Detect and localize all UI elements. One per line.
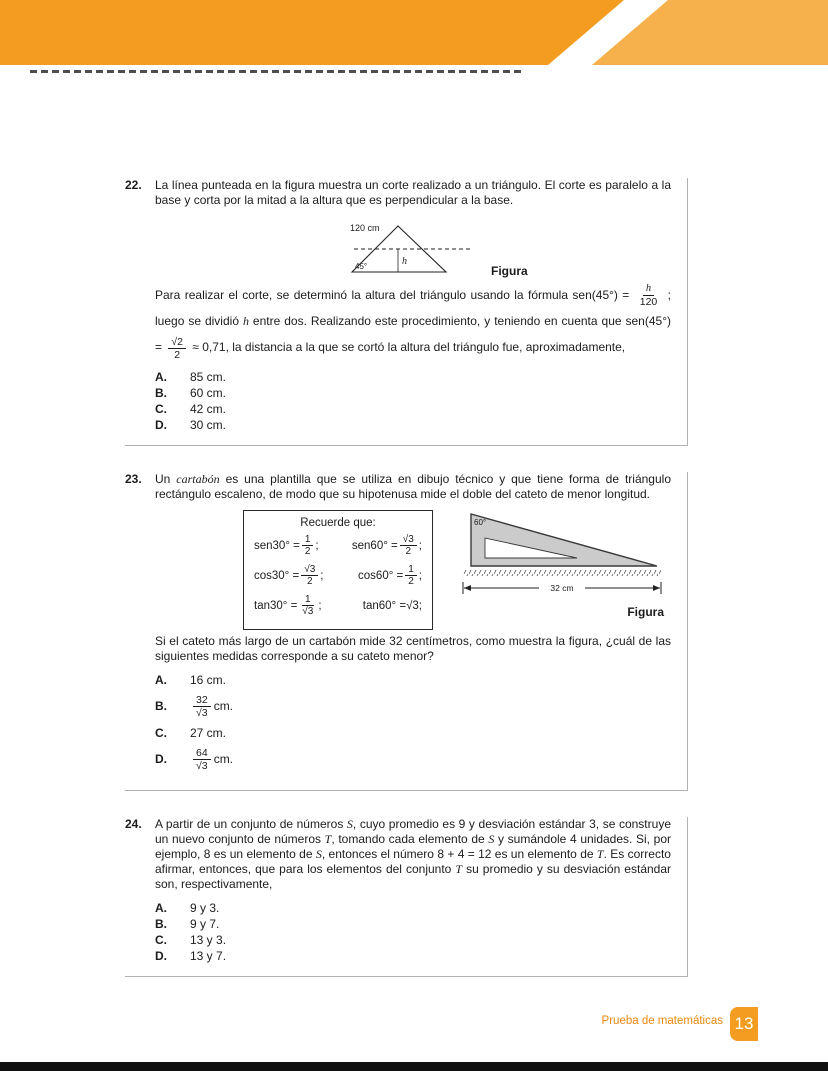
option-text: $\frac{64}{√3}$ cm. [190, 747, 671, 772]
triangle-figure-svg [338, 218, 483, 278]
question-intro: Un cartabón es una plantilla que se utiliza en dibujo técnico y que tiene forma de triángulo rectángulo escaleno, de modo que su hipotenusa mide el doble del cateto de menor longitud. [155, 471, 671, 501]
question-body [155, 178, 671, 433]
math-fraction: $\frac{√2}{2}$ [168, 336, 186, 361]
option-row [155, 948, 671, 964]
option-text: 27 cm. [190, 725, 227, 740]
option-text: 13 y 7. [190, 949, 227, 964]
options-list [155, 369, 671, 433]
recall-box-title: Recuerde que: [300, 516, 376, 529]
option-text: $\frac{32}{√3}$ cm. [190, 694, 671, 719]
page-number-tab [730, 1007, 758, 1041]
math-fraction: $\frac{64}{√3}$ [193, 747, 211, 772]
option-letter: C. [155, 401, 167, 416]
option-letter: B. [155, 385, 167, 400]
math-fraction: $\frac{32}{√3}$ [193, 694, 211, 719]
page-number: 13 [734, 1014, 754, 1033]
option-letter: B. [155, 699, 167, 714]
question-body [155, 472, 671, 778]
option-letter: D. [155, 949, 167, 964]
cartabon-figure [459, 510, 664, 619]
statement-text: Para realizar el corte, se determinó la altura del triángulo usando la fórmula sen(45°) = [155, 288, 634, 302]
question-intro: La línea punteada en la figura muestra un corte realizado a un triángulo. El corte es paralelo a la base y corta por la mitad a la altura que es perpendicular a la base. [155, 178, 671, 207]
question-body [155, 817, 671, 964]
dashed-separator [30, 70, 522, 73]
angle-label: 60° [474, 517, 487, 527]
option-text: 60 cm. [190, 385, 227, 400]
question-22 [125, 178, 688, 446]
option-row [155, 401, 671, 417]
math-variable: h [242, 314, 249, 329]
trig-identity: cos30° = $\frac{√3}{2}$ ; [254, 563, 324, 588]
ruler-hatching [463, 570, 661, 576]
measure-arrow-left [464, 585, 471, 591]
option-text: 13 y 3. [190, 933, 227, 948]
option-text: 9 y 3. [190, 901, 220, 916]
option-letter: A. [155, 901, 167, 916]
option-letter: A. [155, 369, 167, 384]
header-band [0, 0, 828, 65]
trig-identity: cos60° = $\frac{1}{2}$ ; [358, 563, 422, 588]
math-fraction: $\frac{√3}{2}$ [301, 564, 318, 588]
question-statement: Si el cateto más largo de un cartabón mide 32 centímetros, como muestra la figura, ¿cuál de las siguientes medidas corresponde a su cateto menor? [155, 633, 671, 663]
option-row [155, 900, 671, 916]
option-row [155, 694, 671, 719]
question-number: 24. [125, 817, 142, 832]
question-23 [125, 472, 688, 791]
trig-identity: sen60° = $\frac{√3}{2}$ ; [351, 533, 422, 558]
statement-text: ≈ 0,71, la distancia a la que se cortó la altura del triángulo fue, aproximadamente, [188, 340, 626, 355]
statement-text: ; luego se dividió [155, 288, 672, 329]
question-24 [125, 817, 688, 977]
option-row [155, 672, 671, 688]
option-row [155, 385, 671, 401]
question-number: 23. [125, 471, 142, 486]
question-statement [155, 282, 671, 361]
side-length-label: 120 cm [350, 223, 380, 233]
options-list [155, 900, 671, 964]
option-row [155, 369, 671, 385]
option-row [155, 747, 671, 772]
option-row [155, 417, 671, 433]
statement-text: entre dos. Realizando este procedimiento, y teniendo en cuenta que sen(45°) = [155, 314, 671, 355]
math-fraction: $\frac{1}{2}$ [405, 564, 417, 588]
math-variable: S [346, 817, 353, 832]
math-fraction: $\frac{h}{120}$ [639, 283, 658, 309]
height-label: h [402, 256, 407, 267]
italic-term: cartabón [176, 471, 220, 486]
option-text: 85 cm. [190, 369, 227, 384]
trig-identity-row [254, 591, 422, 621]
footer-label: Prueba de matemáticas [601, 1015, 723, 1027]
math-variable: T [596, 847, 604, 862]
angle-label: 45° [355, 262, 368, 271]
option-letter: C. [155, 933, 167, 948]
option-row [155, 725, 671, 741]
trig-identity-row [254, 561, 422, 591]
math-fraction: $\frac{1}{2}$ [302, 534, 314, 558]
recall-box [243, 510, 433, 630]
math-variable: S [315, 847, 322, 862]
option-text: 30 cm. [190, 417, 227, 432]
option-text: 42 cm. [190, 401, 227, 416]
figure-caption: Figura [491, 264, 528, 278]
figure-and-box-row [243, 510, 671, 630]
figure-caption: Figura [627, 604, 664, 619]
measure-arrow-right [653, 585, 660, 591]
math-fraction: $\frac{√3}{2}$ [400, 534, 417, 558]
page-content [0, 178, 828, 977]
option-row [155, 932, 671, 948]
option-text: 9 y 7. [190, 917, 220, 932]
trig-identity: sen30° = $\frac{1}{2}$ ; [254, 533, 319, 558]
question-number: 22. [125, 178, 142, 192]
math-variable: S [488, 832, 495, 847]
math-variable: T [324, 832, 332, 847]
question-statement: A partir de un conjunto de números S, cuyo promedio es 9 y desviación estándar 3, se construye un nuevo conjunto de números T, tomando cada elemento de S y sumándole 4 unidades. Si, por ejemplo, 8 es un elemento de S, entonces el número 8 + 4 = 12 es un elemento de T. Es correcto afirmar, entonces, que para los elementos del conjunto T su promedio y su desviación estándar son, respectivamente, [155, 817, 672, 892]
option-letter: A. [155, 672, 167, 687]
cartabon-figure-svg [459, 510, 664, 602]
trig-identity: tan60° = √3 ; [362, 599, 422, 612]
option-letter: D. [155, 752, 167, 767]
trig-identity-row [254, 531, 422, 561]
width-label: 32 cm [550, 582, 574, 593]
bottom-bar [0, 1062, 828, 1071]
trig-identity: tan30° = $\frac{1}{√3}$ ; [254, 593, 322, 618]
math-fraction: $\frac{1}{√3}$ [302, 593, 314, 618]
option-text: 16 cm. [190, 672, 227, 687]
option-row [155, 916, 671, 932]
math-variable: T [455, 862, 463, 877]
option-letter: C. [155, 725, 167, 740]
triangle-figure [338, 218, 671, 278]
options-list [155, 672, 671, 772]
option-letter: B. [155, 917, 167, 932]
option-letter: D. [155, 417, 167, 432]
